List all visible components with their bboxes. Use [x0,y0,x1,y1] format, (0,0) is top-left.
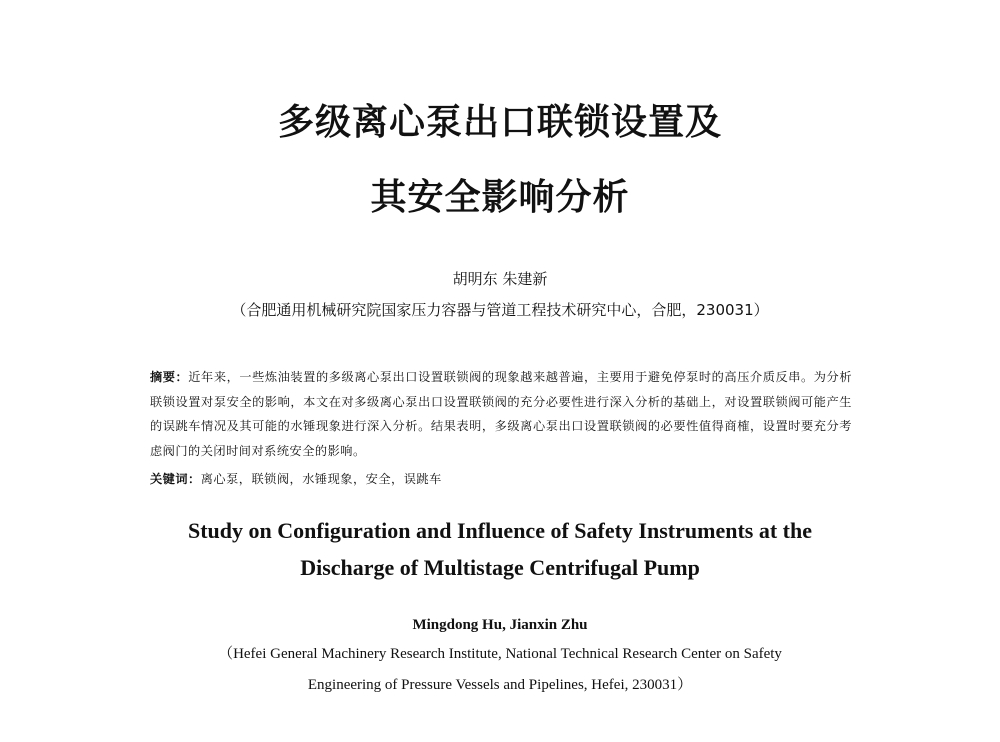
english-authors: Mingdong Hu, Jianxin Zhu [412,617,588,633]
chinese-keywords [150,467,852,491]
keywords-label: 关键词： [150,472,201,486]
keywords-text: 离心泵，联锁阀，水锤现象，安全，误跳车 [200,472,442,486]
chinese-authors: 胡明东 朱建新 [452,270,548,288]
chinese-affiliation: （合肥通用机械研究院国家压力容器与管道工程技术研究中心，合肥，230031） [231,301,769,319]
english-title-line-2: Discharge of Multistage Centrifugal Pump [300,555,700,580]
chinese-title-line-1: 多级离心泵出口联锁设置及 [277,102,722,143]
chinese-title-line-2: 其安全影响分析 [370,177,630,218]
english-affiliation-line-1: （Hefei General Machinery Research Institute, National Technical Research Center on Safety [218,646,782,662]
chinese-abstract [150,365,852,463]
english-title-line-1: Study on Configuration and Influence of Safety Instruments at the [187,518,812,543]
english-affiliation-line-2: Engineering of Pressure Vessels and Pipelines, Hefei, 230031） [307,677,693,693]
abstract-label: 摘要： [150,370,189,384]
abstract-text: 近年来，一些炼油装置的多级离心泵出口设置联锁阀的现象越来越普遍，主要用于避免停泵时的高压介质反串。为分析联锁设置对泵安全的影响，本文在对多级离心泵出口设置联锁阀的充分必要性进行深入分析的基础上，对设置联锁阀可能产生的误跳车情况及其可能的水锤现象进行深入分析。结果表明，多级离心泵出口设置联锁阀的必要性值得商榷，设置时要充分考虑阀门的关闭时间对系统安全的影响。 [150,370,853,458]
